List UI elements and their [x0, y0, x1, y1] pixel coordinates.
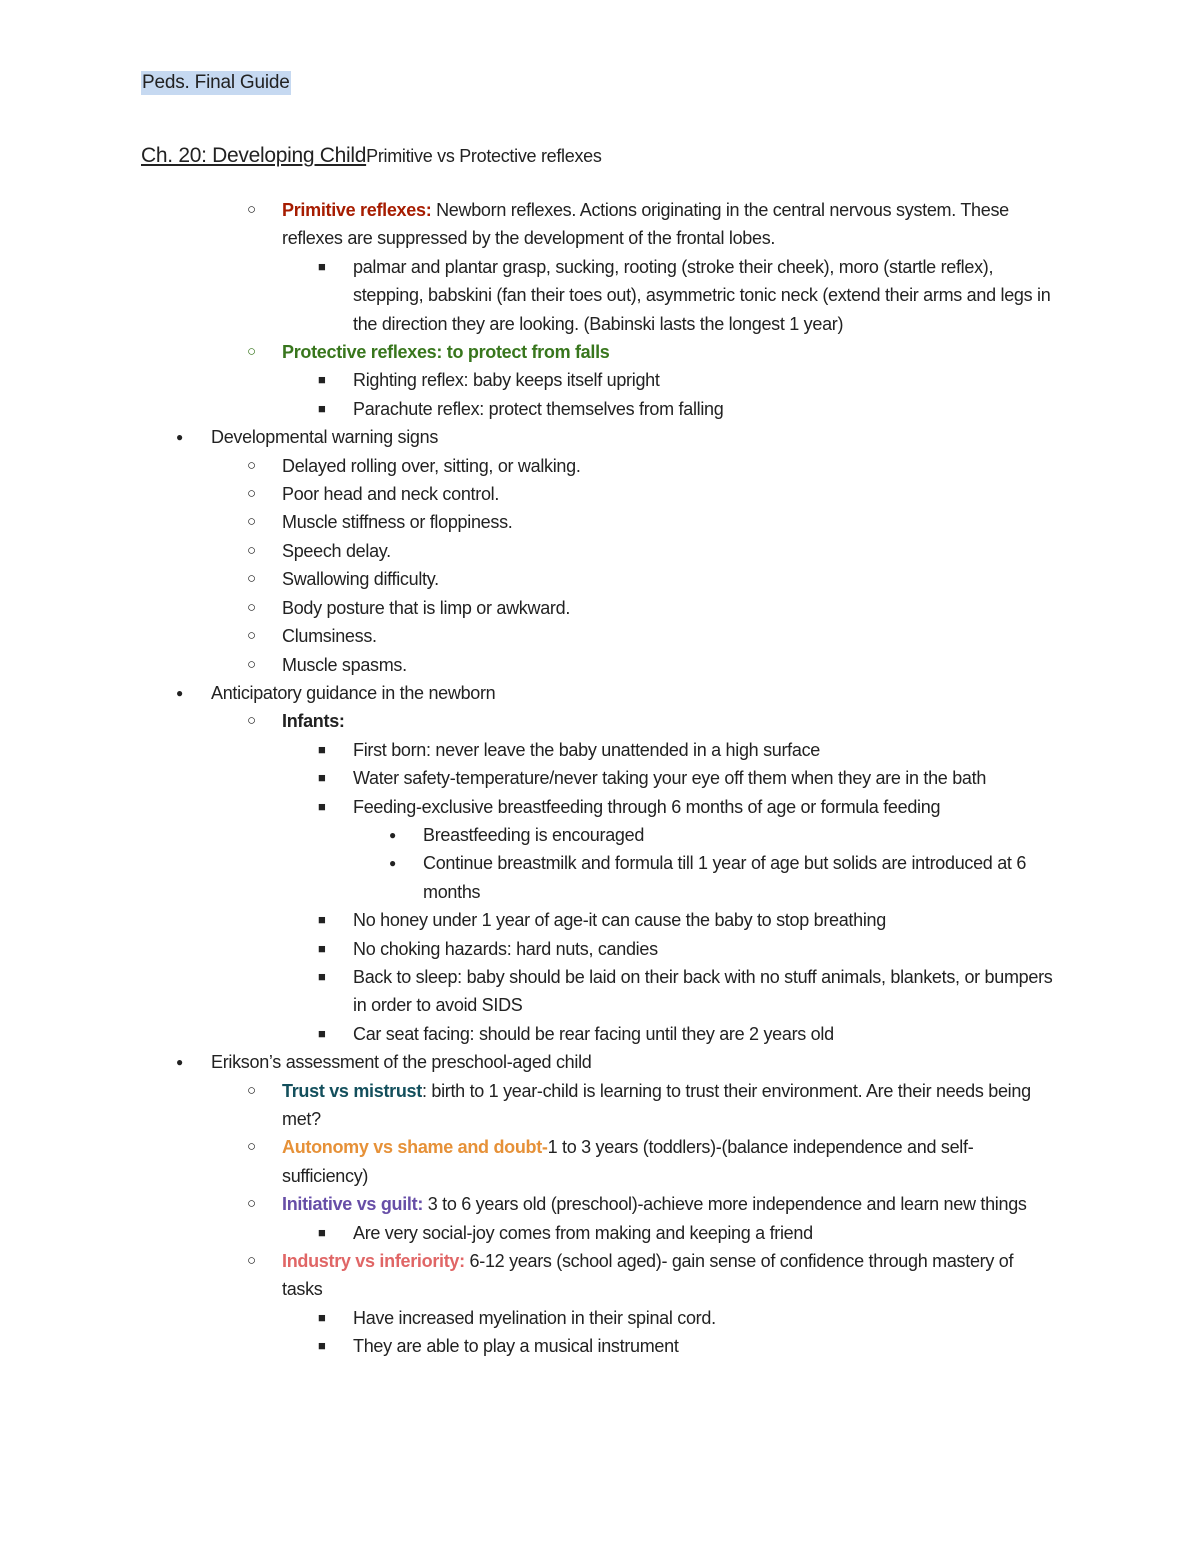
autonomy-text: 1 to 3 years (toddlers)-(balance independence and self-sufficiency): [282, 1137, 974, 1186]
list-item: [0, 253, 1053, 338]
list-item: ○ Muscle stiffness or floppiness.: [0, 508, 1052, 536]
circle-bullet-icon: ○: [247, 1195, 256, 1213]
protective-reflexes-label: Protective reflexes: to protect from falls: [282, 342, 610, 363]
list-item: ● Continue breastmilk and formula till 1 year of age but solids are introduced at 6 months: [0, 849, 1053, 906]
circle-bullet-icon: ○: [247, 1252, 256, 1270]
circle-bullet-icon: ○: [247, 627, 256, 645]
list-item: ■ No honey under 1 year of age-it can cause the baby to stop breathing: [0, 906, 1053, 934]
list-item: ■ Back to sleep: baby should be laid on their back with no stuff animals, blankets, or bumpers in order to avoid SIDS: [0, 963, 1053, 1020]
square-bullet-icon: ■: [318, 400, 326, 416]
list-item: ■ Car seat facing: should be rear facing until they are 2 years old: [0, 1020, 1053, 1048]
list-item: [0, 1133, 1052, 1190]
infants-label: Infants:: [282, 711, 345, 732]
list-item: ■ Feeding-exclusive breastfeeding through 6 months of age or formula feeding: [0, 793, 1053, 821]
industry-label: Industry vs inferiority:: [282, 1251, 465, 1272]
primitive-reflex-examples: palmar and plantar grasp, sucking, rooting (stroke their cheek), moro (startle reflex), stepping, babskini (fan their toes out), asymmetric tonic neck (extend their arms and legs in the direction they are looking. (Babinski lasts the longest 1 year): [353, 256, 1051, 334]
list-item: [0, 423, 1051, 451]
disc-bullet-icon: ●: [389, 827, 396, 842]
square-bullet-icon: ■: [318, 372, 326, 388]
list-item: [0, 1190, 1052, 1218]
square-bullet-icon: ■: [318, 1025, 326, 1041]
circle-bullet-icon: ○: [247, 655, 256, 673]
square-bullet-icon: ■: [318, 968, 326, 984]
warning-signs-title: Developmental warning signs: [211, 427, 439, 448]
list-item: ○ Swallowing difficulty.: [0, 565, 1052, 593]
square-bullet-icon: ■: [318, 741, 326, 757]
primitive-reflexes-text: Newborn reflexes. Actions originating in the central nervous system. These reflexes are suppressed by the development of the frontal lobes.: [282, 200, 1009, 249]
circle-bullet-icon: ○: [247, 201, 256, 218]
guidance-title: Anticipatory guidance in the newborn: [211, 682, 496, 703]
trust-text: : birth to 1 year-child is learning to trust their environment. Are their needs being met?: [282, 1080, 1031, 1129]
list-item: [0, 1247, 1052, 1304]
list-item: ■ Are very social-joy comes from making and keeping a friend: [0, 1219, 1053, 1247]
initiative-text: 3 to 6 years old (preschool)-achieve more independence and learn new things: [423, 1194, 1027, 1215]
industry-text: 6-12 years (school aged)- gain sense of confidence through mastery of tasks: [282, 1251, 1014, 1300]
list-item: ■ Water safety-temperature/never taking your eye off them when they are in the bath: [0, 764, 1053, 792]
list-item: ■ First born: never leave the baby unattended in a high surface: [0, 736, 1053, 764]
circle-bullet-icon: ○: [247, 513, 256, 531]
list-item: [0, 196, 1052, 253]
list-item: [0, 338, 1052, 366]
list-item: ○ Body posture that is limp or awkward.: [0, 594, 1052, 622]
square-bullet-icon: ■: [318, 258, 326, 274]
square-bullet-icon: ■: [318, 1224, 326, 1240]
square-bullet-icon: ■: [318, 1309, 326, 1325]
list-item: ○ Speech delay.: [0, 537, 1052, 565]
disc-bullet-icon: ●: [176, 1055, 183, 1070]
list-item: ■ Have increased myelination in their spinal cord.: [0, 1304, 1053, 1332]
circle-bullet-icon: ○: [247, 343, 256, 361]
list-item: ○ Poor head and neck control.: [0, 480, 1052, 508]
trust-label: Trust vs mistrust: [282, 1080, 422, 1101]
square-bullet-icon: ■: [318, 940, 326, 956]
list-item: ○ Clumsiness.: [0, 622, 1052, 650]
autonomy-label: Autonomy vs shame and doubt-: [282, 1137, 548, 1158]
list-item: ■ Righting reflex: baby keeps itself upright: [0, 366, 1053, 394]
disc-bullet-icon: ●: [176, 430, 183, 445]
list-item: ■ They are able to play a musical instrument: [0, 1332, 1053, 1360]
square-bullet-icon: ■: [318, 770, 326, 786]
list-item: ● Breastfeeding is encouraged: [0, 821, 1053, 849]
disc-bullet-icon: ●: [389, 856, 396, 871]
square-bullet-icon: ■: [318, 798, 326, 814]
circle-bullet-icon: ○: [247, 456, 256, 474]
erikson-title: Erikson’s assessment of the preschool-aged child: [211, 1052, 592, 1073]
document-title: Peds. Final Guide: [142, 72, 290, 93]
primitive-reflexes-label: Primitive reflexes:: [282, 200, 432, 220]
circle-bullet-icon: ○: [247, 598, 256, 616]
circle-bullet-icon: ○: [247, 570, 256, 588]
list-item: ○ Muscle spasms.: [0, 651, 1052, 679]
list-item: [0, 679, 1051, 707]
notes-list: [0, 196, 1200, 1361]
circle-bullet-icon: ○: [247, 541, 256, 559]
square-bullet-icon: ■: [318, 912, 326, 928]
circle-bullet-icon: ○: [247, 1138, 256, 1156]
list-item: [0, 707, 1052, 735]
list-item: ■ No choking hazards: hard nuts, candies: [0, 935, 1053, 963]
circle-bullet-icon: ○: [247, 1081, 256, 1099]
list-item: ■ Parachute reflex: protect themselves from falling: [0, 395, 1053, 423]
list-item: [0, 1048, 1051, 1076]
circle-bullet-icon: ○: [247, 485, 256, 503]
chapter-subtitle: Primitive vs Protective reflexes: [366, 146, 602, 166]
square-bullet-icon: ■: [318, 1338, 326, 1354]
list-item: ○ Delayed rolling over, sitting, or walking.: [0, 452, 1052, 480]
disc-bullet-icon: ●: [176, 685, 183, 700]
circle-bullet-icon: ○: [247, 712, 256, 730]
chapter-heading: [141, 143, 602, 169]
initiative-label: Initiative vs guilt:: [282, 1194, 424, 1215]
list-item: [0, 1077, 1052, 1134]
chapter-title: Ch. 20: Developing Child: [141, 144, 367, 167]
